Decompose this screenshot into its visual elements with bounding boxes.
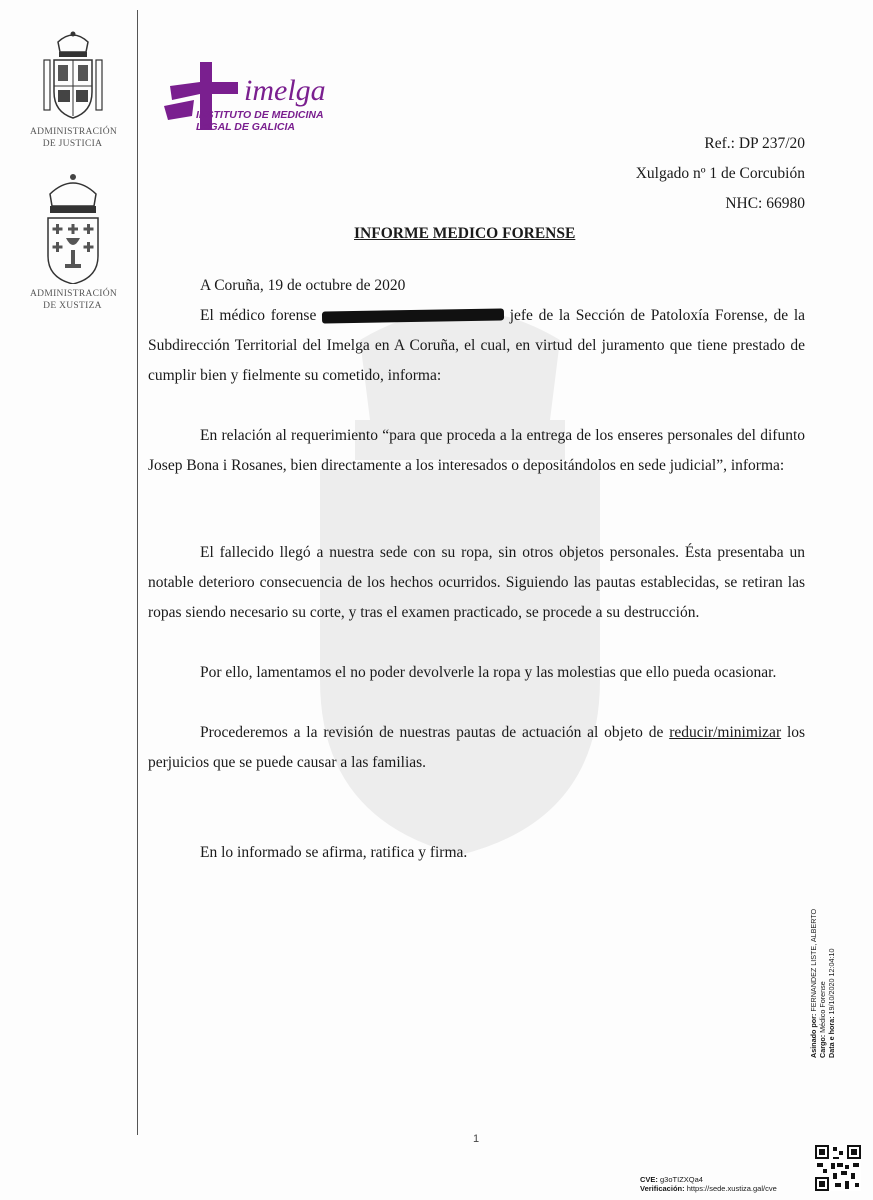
paragraph-findings [148,538,805,628]
signer-role: Médico Forense [818,981,827,1033]
galicia-coat-of-arms-icon [40,172,106,284]
date-label: Data e hora: [827,1016,836,1058]
page-number: 1 [473,1133,480,1145]
logo-text [196,109,324,133]
date-text: A Coruña, 19 de octubre de 2020 [200,277,406,294]
intro-paragraph [148,301,805,391]
review-text-b: los perjuicios que se puede causar a las familias. [148,724,806,771]
margin-rule [137,10,138,1135]
paragraph-apology [148,658,805,688]
closing-text: En lo informado se afirma, ratifica y firma. [200,844,468,861]
verification-block [640,1175,777,1193]
emblem-bottom-caption-2: DE XUSTIZA [43,301,102,311]
reference-number: Ref.: DP 237/20 [704,135,805,152]
signature-date: 19/10/2020 12:04:10 [827,948,836,1015]
court-name: Xulgado nº 1 de Corcubión [635,165,805,182]
redacted-name [322,309,504,324]
review-underlined: reducir/minimizar [669,724,782,741]
spain-justice-emblem [30,30,118,150]
cve-code: g3oTIZXQa4 [660,1175,703,1184]
document-title: INFORME MEDICO FORENSE [354,225,576,242]
spain-coat-of-arms-icon [40,30,106,122]
logo-line-1: INSTITUTO DE MEDICINA [196,109,324,121]
cve-label: CVE: [640,1175,658,1184]
galicia-justice-emblem [30,172,118,312]
intro-text-b: jefe de la Sección de Patoloxía Forense, de la Subdirección Territorial del Imelga en A Coruña, el cual, en virtud del juramento que tiene prestado de cumplir bien y fielmente su cometido, informa: [148,307,806,384]
apology-text: Por ello, lamentamos el no poder devolverle la ropa y las molestias que ello pueda ocasionar. [200,664,777,681]
emblem-bottom-caption-1: ADMINISTRACIÓN [30,289,118,299]
logo-line-2: LEGAL DE GALICIA [196,121,295,133]
emblem-top-caption-2: DE JUSTICIA [42,139,103,149]
closing-line [148,838,805,868]
findings-text: El fallecido llegó a nuestra sede con su ropa, sin otros objetos personales. Ésta presentaba un notable deterioro consecuencia de los hechos ocurridos. Siguiendo las pautas establecidas, se retiran las ropas siendo necesario su corte, y tras el examen practicado, se procede a su destrucción. [148,544,805,621]
review-text-a: Procederemos a la revisión de nuestras pautas de actuación al objeto de [200,724,664,741]
logo-word: imelga [244,74,326,107]
intro-text-a: El médico forense [200,307,317,324]
paragraph-review [148,718,805,778]
qr-code-icon[interactable] [815,1145,861,1191]
signed-label: Asinado por: [809,1013,818,1058]
nhc-number: NHC: 66980 [725,195,805,212]
emblem-top-caption-1: ADMINISTRACIÓN [30,127,118,137]
signature-block [809,868,836,1058]
role-label: Cargo: [818,1034,827,1058]
verification-label: Verificación: [640,1184,685,1193]
date-line [148,271,805,301]
verification-url: https://sede.xustiza.gal/cve [686,1184,777,1193]
signer-name: FERNANDEZ LISTE, ALBERTO [809,908,818,1012]
request-text: En relación al requerimiento “para que proceda a la entrega de los enseres personales del difunto Josep Bona i Rosanes, bien directamente a los interesados o depositándolos en sede judicial”, informa: [148,427,805,474]
paragraph-request [148,421,805,481]
